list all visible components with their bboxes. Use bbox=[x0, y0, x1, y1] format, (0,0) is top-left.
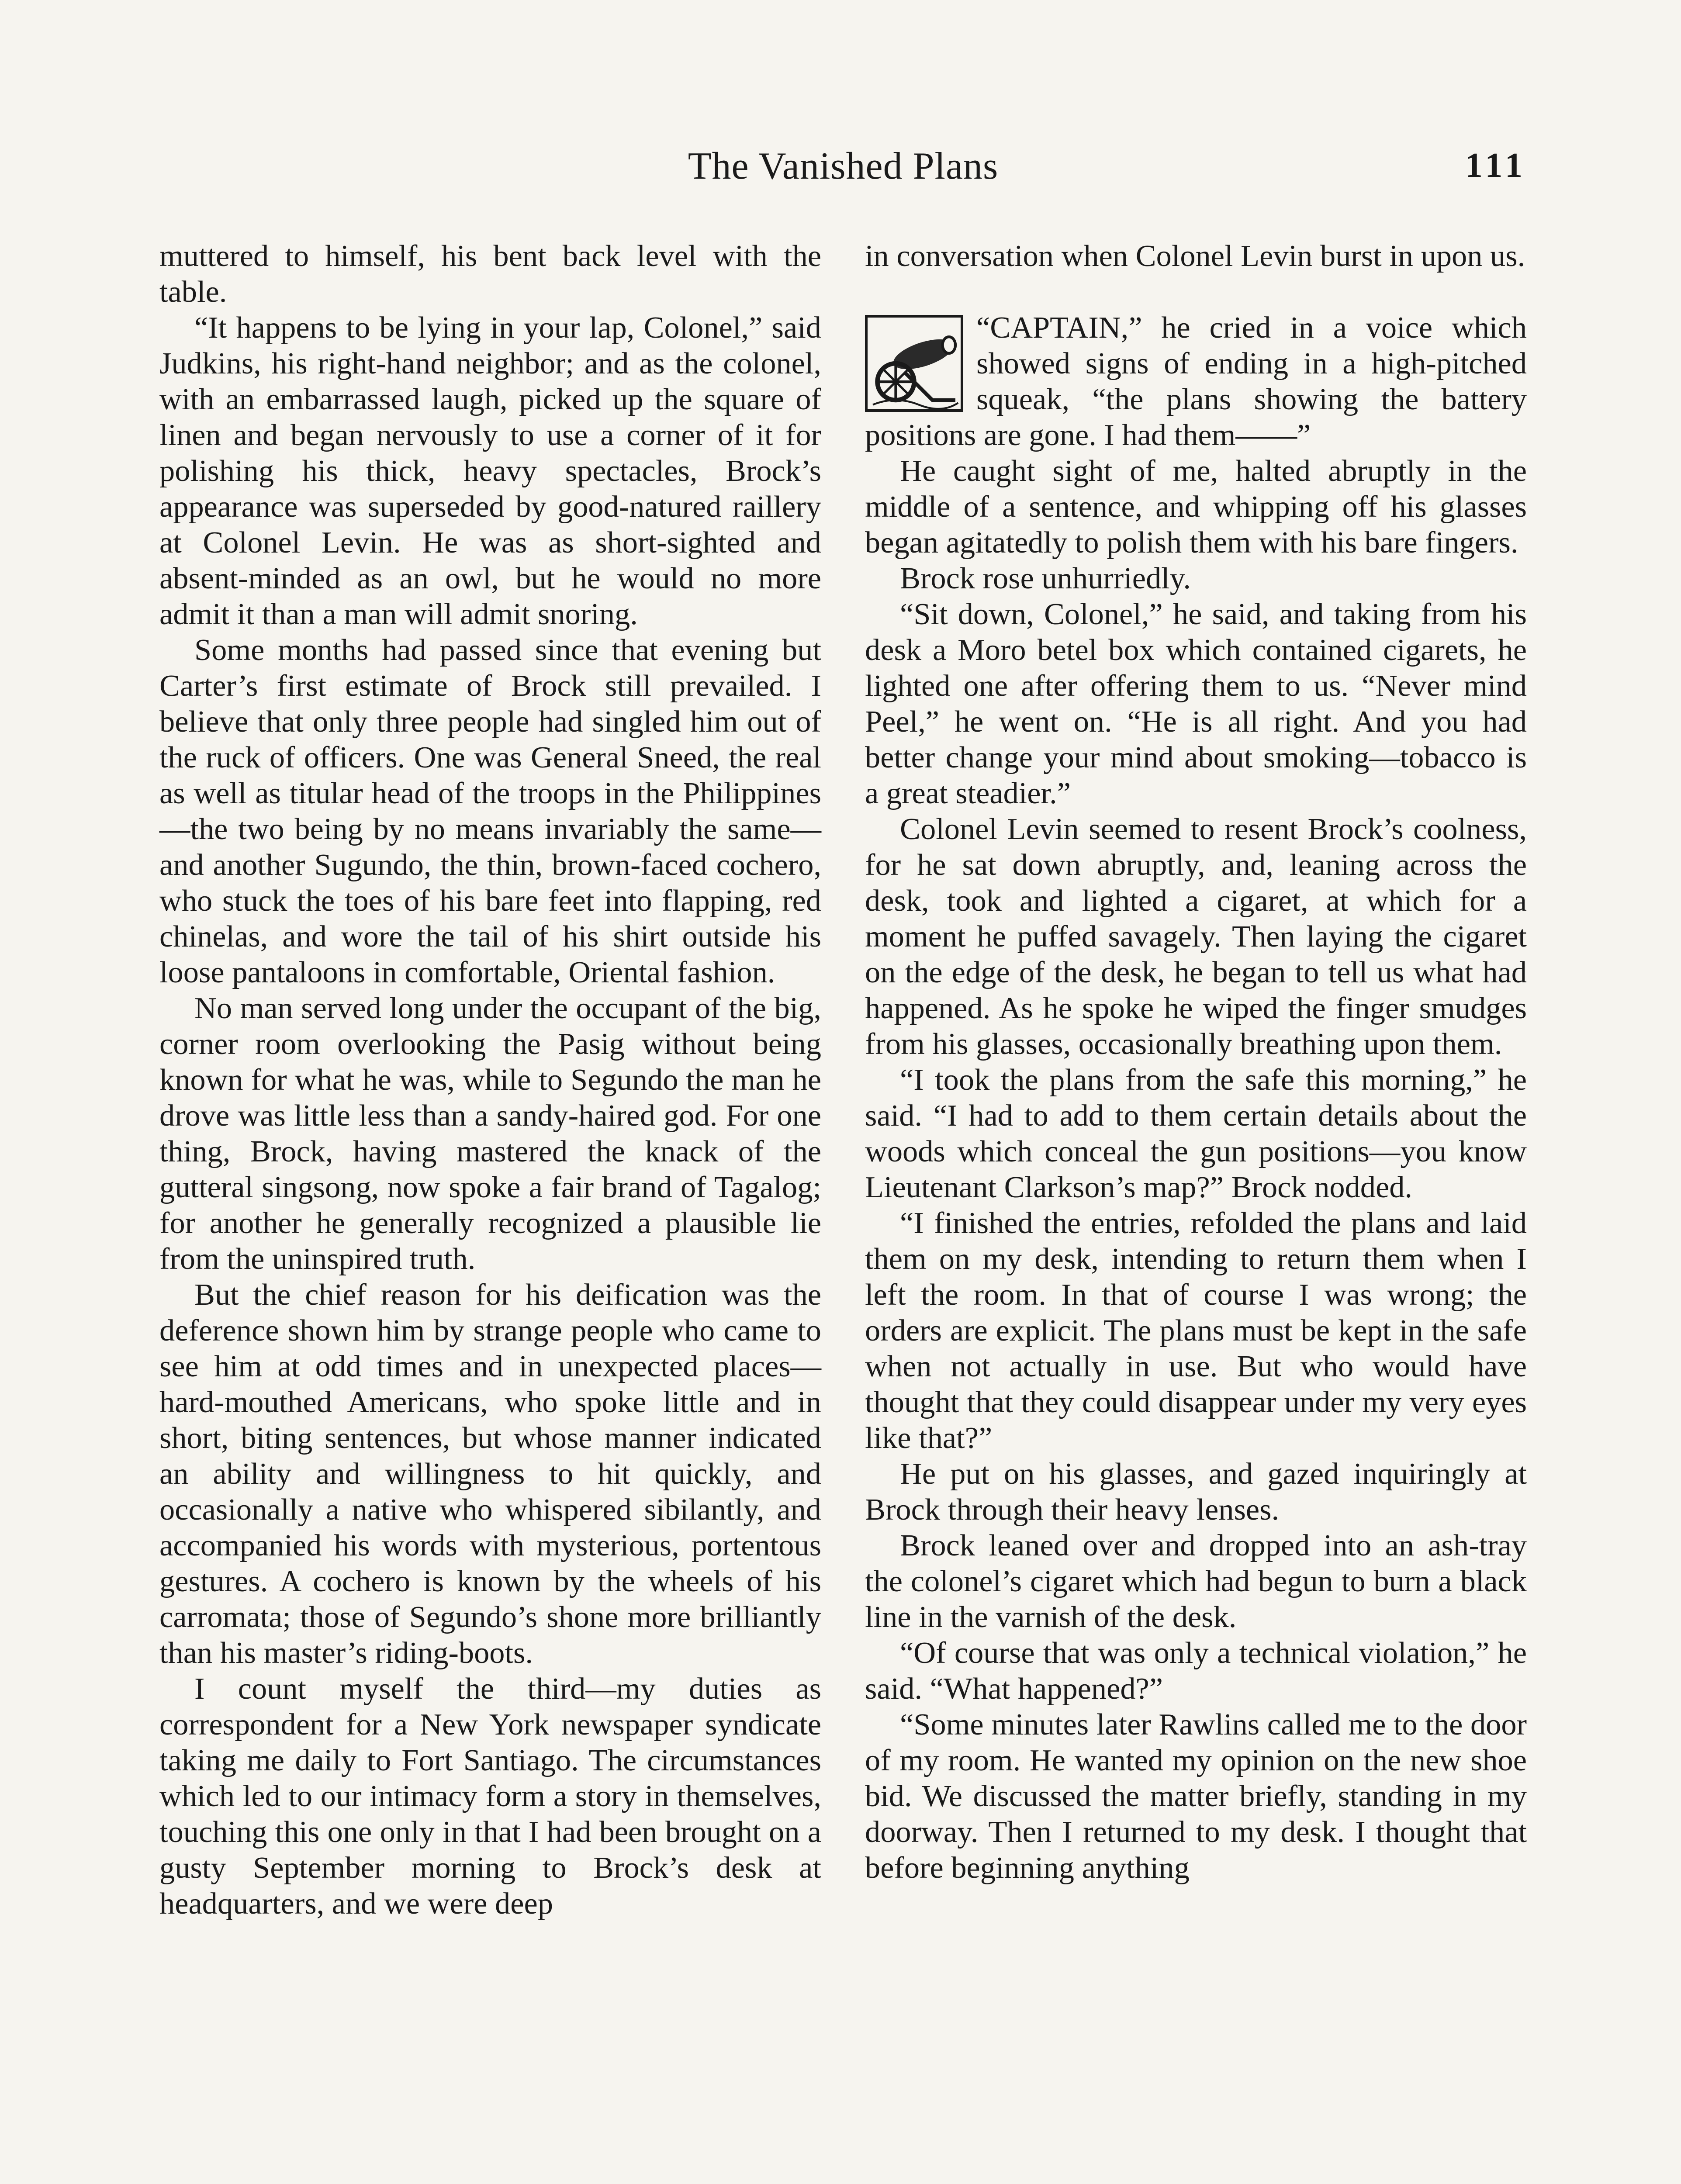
paragraph: But the chief reason for his deification was the deference shown him by strange people who came to see him at odd times and in unexpected places—hard-mouthed Americans, who spoke little and in short, biting sentences, but whose manner indicated an ability and willingness to hit quickly, and occasionally a native who whispered sibilantly, and accompanied his words with mysterious, portentous gestures. A cochero is known by the wheels of his carromata; those of Segundo’s shone more brilliantly than his master’s riding-boots. bbox=[159, 1278, 821, 1670]
section-opening bbox=[865, 310, 1527, 453]
paragraph: in conversation when Colonel Levin burst in upon us. bbox=[865, 239, 1525, 273]
paragraph: “Some minutes later Rawlins called me to the door of my room. He wanted my opinion on the new shoe bid. We discussed the matter briefly, standing in my doorway. Then I returned to my desk. I thought that before beginning anything bbox=[865, 1707, 1527, 1885]
paragraph: muttered to himself, his bent back level with the table. bbox=[159, 239, 821, 309]
paragraph: “CAPTAIN,” he cried in a voice which showed signs of ending in a high-pitched squeak, “the plans showing the battery positions are gone. I had them——” bbox=[865, 311, 1527, 452]
paragraph: “I finished the entries, refolded the plans and laid them on my desk, intending to return them when I left the room. In that of course I was wrong; the orders are explicit. The plans must be kept in the safe when not actually in use. But who would have thought that they could disappear under my very eyes like that?” bbox=[865, 1206, 1527, 1455]
paragraph: Brock leaned over and dropped into an ash-tray the colonel’s cigaret which had begun to burn a black line in the varnish of the desk. bbox=[865, 1528, 1527, 1634]
paragraph: I count myself the third—my duties as correspondent for a New York newspaper syndicate taking me daily to Fort Santiago. The circumstances which led to our intimacy form a story in themselves, touching this one only in that I had been brought on a gusty September morning to Brock’s desk at headquarters, and we were deep bbox=[159, 1672, 821, 1921]
left-column bbox=[159, 238, 821, 1921]
paragraph: “I took the plans from the safe this morning,” he said. “I had to add to them certain details about the woods which conceal the gun positions—you know Lieutenant Clarkson’s map?” Brock nodded. bbox=[865, 1063, 1527, 1204]
page-number: 111 bbox=[1465, 146, 1527, 185]
cannon-vignette-icon bbox=[865, 315, 963, 412]
paragraph: Brock rose unhurriedly. bbox=[900, 561, 1191, 595]
paragraph: He caught sight of me, halted abruptly in the middle of a sentence, and whipping off his glasses began agitatedly to polish them with his bare fingers. bbox=[865, 454, 1527, 560]
paragraph: He put on his glasses, and gazed inquiringly at Brock through their heavy lenses. bbox=[865, 1457, 1527, 1527]
running-head bbox=[159, 144, 1527, 197]
paragraph: No man served long under the occupant of the big, corner room overlooking the Pasig without being known for what he was, while to Segundo the man he drove was little less than a sandy-haired god. For one thing, Brock, having mastered the knack of the gutteral singsong, now spoke a fair brand of Tagalog; for another he generally recognized a plausible lie from the uninspired truth. bbox=[159, 991, 821, 1276]
right-column bbox=[865, 238, 1527, 1886]
page-title: The Vanished Plans bbox=[688, 145, 999, 187]
paragraph: Colonel Levin seemed to resent Brock’s coolness, for he sat down abruptly, and, leaning across the desk, took and lighted a cigaret, at which for a moment he puffed savagely. Then laying the cigaret on the edge of the desk, he began to tell us what had happened. As he spoke he wiped the finger smudges from his glasses, occasionally breathing upon them. bbox=[865, 812, 1527, 1061]
paragraph: “Of course that was only a technical violation,” he said. “What happened?” bbox=[865, 1636, 1527, 1706]
paragraph: “Sit down, Colonel,” he said, and taking from his desk a Moro betel box which contained cigarets, he lighted one after offering them to us. “Never mind Peel,” he went on. “He is all right. And you had better change your mind about smoking—tobacco is a great steadier.” bbox=[865, 597, 1527, 810]
paragraph: “It happens to be lying in your lap, Colonel,” said Judkins, his right-hand neighbor; and as the colonel, with an embarrassed laugh, picked up the square of linen and began nervously to use a corner of it for polishing his thick, heavy spectacles, Brock’s appearance was superseded by good-natured raillery at Colonel Levin. He was as short-sighted and absent-minded as an owl, but he would no more admit it than a man will admit snoring. bbox=[159, 311, 821, 631]
paragraph: Some months had passed since that evening but Carter’s first estimate of Brock still prevailed. I believe that only three people had singled him out of the ruck of officers. One was General Sneed, the real as well as titular head of the troops in the Philippines—the two being by no means invariably the same—and another Sugundo, the thin, brown-faced cochero, who stuck the toes of his bare feet into flapping, red chinelas, and wore the tail of his shirt outside his loose pantaloons in comfortable, Oriental fashion. bbox=[159, 633, 821, 989]
